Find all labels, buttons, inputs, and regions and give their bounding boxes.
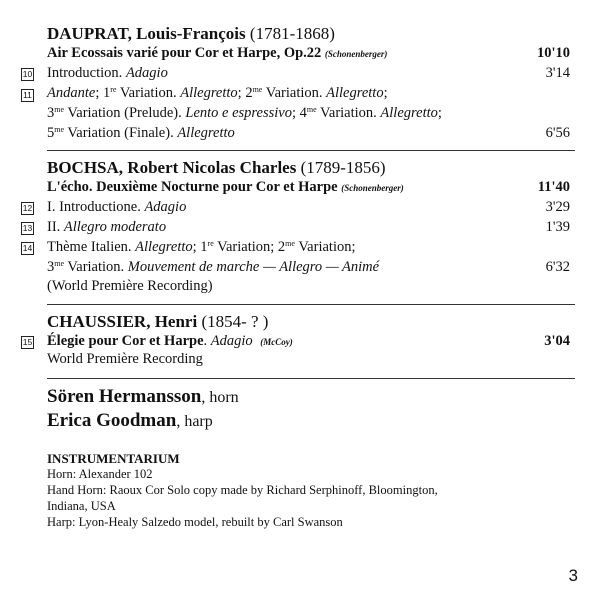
- divider: [47, 304, 575, 305]
- track-number-10: 10: [22, 69, 33, 79]
- track-number-13: 13: [22, 223, 33, 233]
- composer-name: CHAUSSIER, Henri: [47, 312, 198, 331]
- work-title-chaussier: Élegie pour Cor et Harpe. Adagio (McCoy) 3'04: [47, 333, 570, 349]
- instrument-line: Hand Horn: Raoux Cor Solo copy made by Richard Serphinoff, Bloomington,: [47, 483, 438, 497]
- track-11-line-1: Andante; 1re Variation. Allegretto; $2^{me}$ Variation. Allegretto;: [47, 85, 388, 101]
- track-13: II. Allegro moderato 1'39: [47, 219, 570, 235]
- instrument-line: Horn: Alexander 102: [47, 467, 153, 481]
- track-14-line-1: Thème Italien. Allegretto; 1re Variation; $2^{me}$ Variation;: [47, 239, 356, 255]
- instrumentarium-heading: INSTRUMENTARIUM: [47, 451, 180, 466]
- work-title: Élegie pour Cor et Harpe: [47, 333, 204, 349]
- work-title: Air Ecossais varié pour Cor et Harpe, Op.22: [47, 45, 322, 61]
- composer-name: DAUPRAT, Louis-François: [47, 24, 246, 43]
- track-11-line-3: $5^{me}$ Variation (Finale). Allegretto 6'56: [47, 125, 570, 141]
- performer-name: Erica Goodman: [47, 410, 177, 431]
- composer-bochsa: [47, 158, 386, 178]
- composer-chaussier: [47, 312, 268, 332]
- track-duration: 1'39: [545, 219, 570, 235]
- divider: [47, 150, 575, 151]
- work-title-bochsa: [47, 179, 570, 196]
- instrument-line: Indiana, USA: [47, 499, 116, 513]
- work-duration: 10'10: [536, 45, 570, 61]
- composer-dauprat: [47, 24, 335, 44]
- track-number-11: 11: [21, 89, 34, 102]
- divider: [47, 378, 575, 379]
- recording-note: World Première Recording: [47, 351, 203, 367]
- publisher: (Schonenberger): [324, 49, 388, 59]
- instrument-line: Harp: Lyon-Healy Salzedo model, rebuilt by Carl Swanson: [47, 515, 343, 529]
- performer-horn: [47, 386, 239, 408]
- track-duration: 6'32: [545, 259, 570, 275]
- work-duration: 3'04: [544, 333, 570, 349]
- work-title: L'écho. Deuxième Nocturne pour Cor et Harpe: [47, 179, 338, 195]
- publisher: (Schonenberger): [341, 183, 404, 193]
- composer-dates: (1854- ? ): [201, 312, 269, 331]
- track-duration: 3'29: [545, 199, 570, 215]
- track-number-12: 12: [22, 203, 33, 213]
- publisher: (McCoy): [260, 337, 293, 347]
- performer-harp: [47, 410, 213, 432]
- track-11-line-2: $3^{me}$ Variation (Prelude). Lento e espressivo; $4^{me}$ Variation. Allegretto;: [47, 105, 442, 121]
- composer-dates: (1781-1868): [249, 24, 335, 43]
- performer-role: , horn: [201, 389, 239, 406]
- track-duration: 6'56: [545, 125, 570, 141]
- work-duration: 11'40: [537, 179, 570, 195]
- performer-name: Sören Hermansson: [47, 386, 202, 407]
- composer-name: BOCHSA, Robert Nicolas Charles: [47, 158, 297, 177]
- track-14-line-2: $3^{me}$ Variation. Mouvement de marche — Allegro — Animé 6'32: [47, 259, 570, 275]
- track-14-note: (World Première Recording): [47, 278, 213, 294]
- page-number: 3: [568, 566, 578, 585]
- track-10: Introduction. Adagio 3'14: [47, 65, 570, 81]
- work-title-dauprat: [47, 45, 570, 62]
- composer-dates: (1789-1856): [300, 158, 386, 177]
- track-12: I. Introductione. Adagio 3'29: [47, 199, 570, 215]
- performer-role: , harp: [176, 413, 213, 430]
- track-number-14: 14: [22, 243, 33, 253]
- track-number-15: 15: [22, 337, 33, 347]
- track-duration: 3'14: [545, 65, 570, 81]
